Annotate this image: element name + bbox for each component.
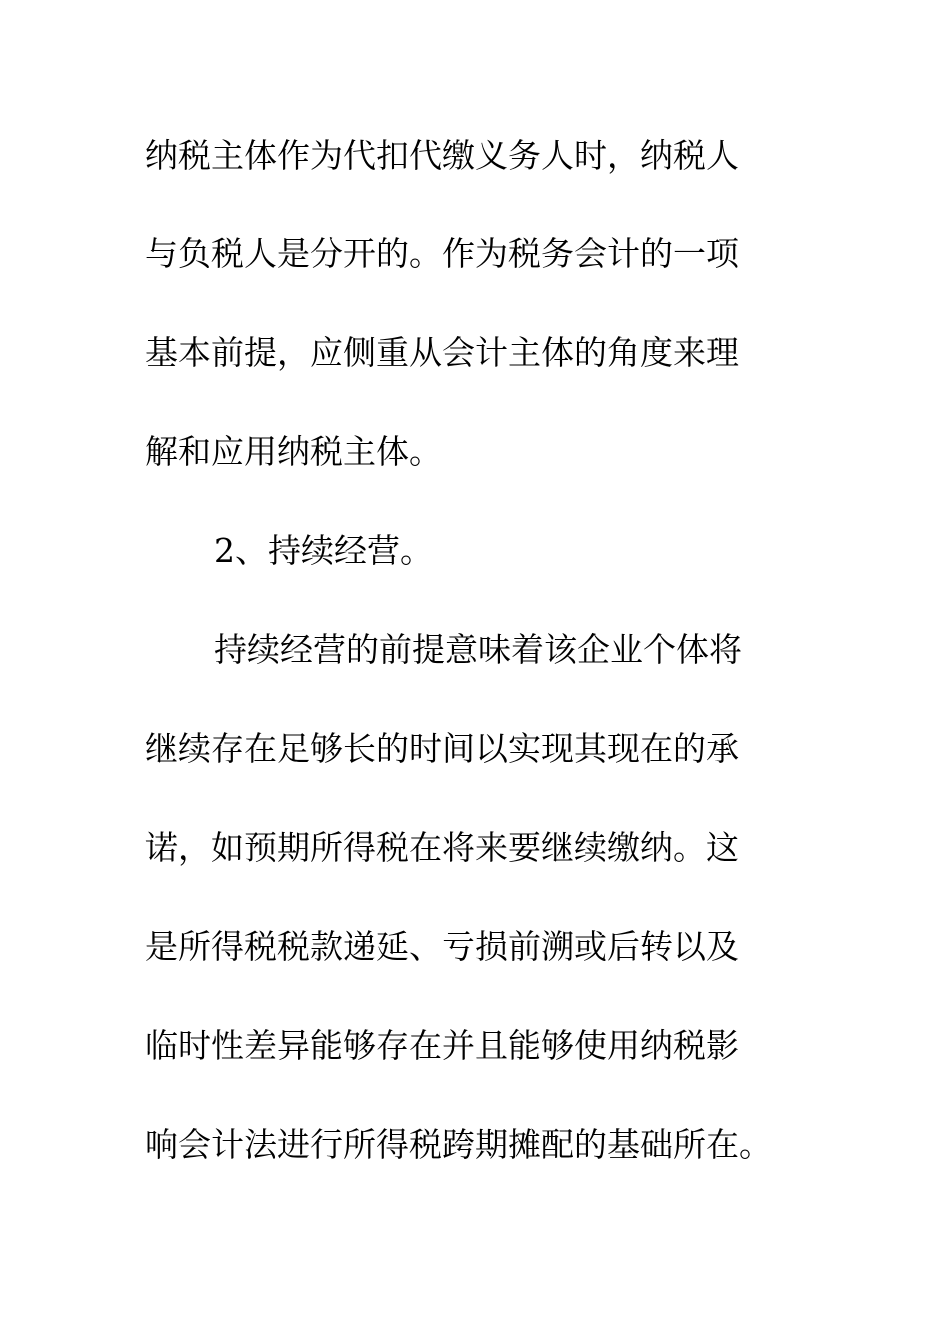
paragraph-line: 持续经营的前提意味着该企业个体将: [214, 630, 742, 669]
paragraph-line: 纳税主体作为代扣代缴义务人时，纳税人: [145, 136, 739, 175]
paragraph-line: 诺，如预期所得税在将来要继续缴纳。这: [145, 828, 739, 867]
paragraph-line: 响会计法进行所得税跨期摊配的基础所在。: [145, 1125, 772, 1164]
section-heading: 2、持续经营。: [214, 531, 433, 570]
paragraph-line: 继续存在足够长的时间以实现其现在的承: [145, 729, 739, 768]
paragraph-line: 是所得税税款递延、亏损前溯或后转以及: [145, 927, 739, 966]
paragraph-line: 临时性差异能够存在并且能够使用纳税影: [145, 1026, 739, 1065]
paragraph-line: 基本前提，应侧重从会计主体的角度来理: [145, 333, 739, 372]
paragraph-line: 解和应用纳税主体。: [145, 432, 442, 471]
paragraph-line: 与负税人是分开的。作为税务会计的一项: [145, 234, 739, 273]
